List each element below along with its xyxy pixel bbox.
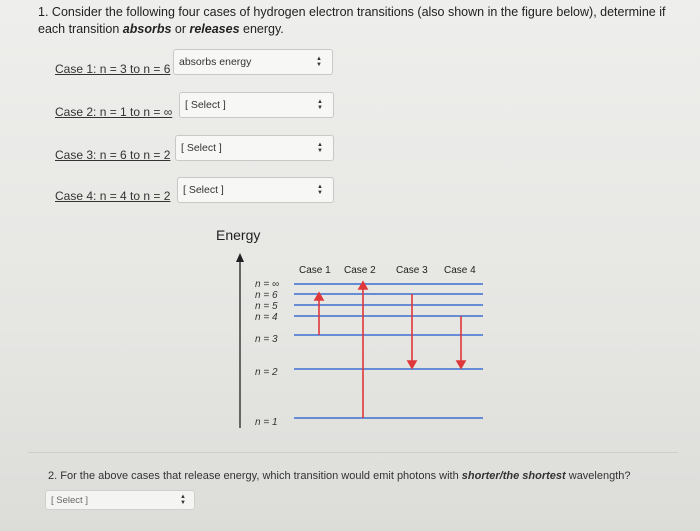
case-1-select-value: absorbs energy [179,56,252,68]
level-label-inf: n = ∞ [255,279,280,290]
case-4-label: Case 4: n = 4 to n = 2 [55,189,171,203]
section-divider [28,452,678,453]
case-4-select-value: [ Select ] [183,184,224,196]
case-3-select-value: [ Select ] [181,142,222,154]
case-4-heading: Case 4 [444,265,476,276]
energy-title: Energy [216,227,261,243]
question-2-intro: For the above cases that release energy, which transition would emit photons with [60,470,462,482]
select-arrows-icon: ▲ ▼ [180,494,186,506]
case-1-heading: Case 1 [299,265,331,276]
case-1-label: Case 1: n = 3 to n = 6 [55,62,171,76]
or-text: or [171,22,190,36]
level-label-2: n = 2 [255,367,278,378]
case-4-arrowhead [457,361,465,368]
case-2-arrowhead [359,282,367,289]
case-3-heading: Case 3 [396,265,428,276]
energy-axis-arrowhead [236,253,244,262]
shortest-emphasis: shorter/the shortest [461,470,566,482]
question-1-number: 1. [38,5,49,19]
select-arrows-icon: ▲ ▼ [317,99,323,111]
question-2-select-value: [ Select ] [51,494,88,506]
select-arrows-icon: ▲ ▼ [317,184,323,196]
question-1-intro: Consider the following four cases of hydrogen electron transitions (also shown in the figure below), determine if each transition [38,5,666,36]
case-3-arrowhead [408,361,416,368]
level-label-1: n = 1 [255,417,278,428]
question-2-number: 2. [48,470,58,482]
absorbs-emphasis: absorbs [122,22,172,36]
case-2-label: Case 2: n = 1 to n = ∞ [55,105,173,119]
select-arrows-icon: ▲ ▼ [316,56,322,68]
case-2-heading: Case 2 [344,265,376,276]
level-label-6: n = 6 [255,290,278,301]
question-1-end: energy. [239,22,284,36]
select-arrows-icon: ▲ ▼ [317,142,323,154]
level-label-5: n = 5 [255,301,278,312]
releases-emphasis: releases [189,22,240,36]
question-2-select[interactable] [45,490,195,510]
level-label-3: n = 3 [255,334,278,345]
question-2-end: wavelength? [565,470,631,482]
case-2-select-value: [ Select ] [185,99,226,111]
question-2-text [48,470,631,482]
level-label-4: n = 4 [255,312,278,323]
case-3-label: Case 3: n = 6 to n = 2 [55,148,171,162]
